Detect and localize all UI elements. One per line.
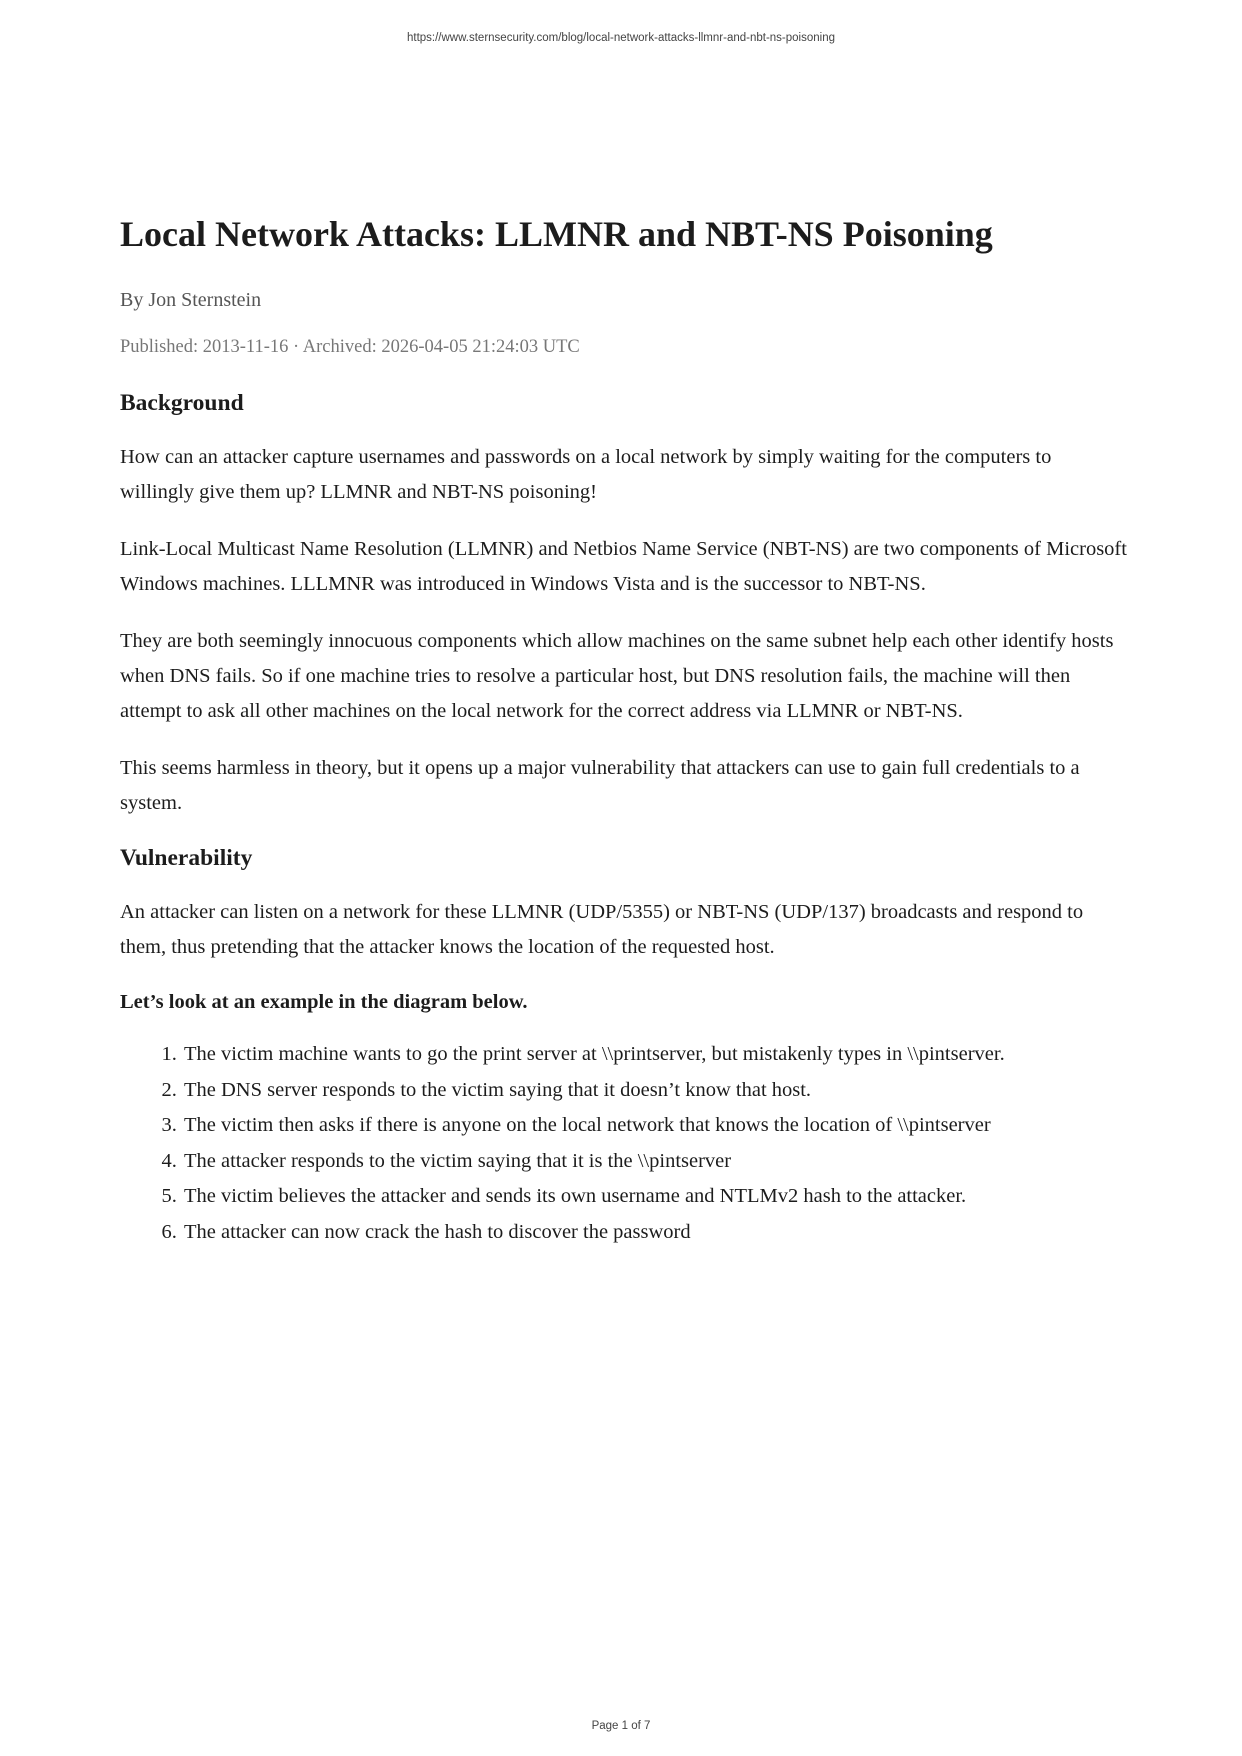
list-item: 2. The DNS server responds to the victim saying that it doesn’t know that host. — [182, 1073, 1130, 1109]
list-item: 1. The victim machine wants to go the print server at \\printserver, but mistakenly types in \\pintserver. — [182, 1037, 1130, 1073]
background-heading: Background — [120, 390, 244, 416]
attack-steps-list — [120, 1037, 1130, 1250]
background-paragraph-4: This seems harmless in theory, but it opens up a major vulnerability that attackers can use to gain full credentials to a system. — [120, 757, 1080, 814]
article-title: Local Network Attacks: LLMNR and NBT-NS Poisoning — [120, 214, 993, 254]
list-item: 4. The attacker responds to the victim saying that it is the \\pintserver — [182, 1144, 1130, 1180]
background-paragraph-3: They are both seemingly innocuous components which allow machines on the same subnet help each other identify hosts when DNS fails. So if one machine tries to resolve a particular host, but DNS resolution fails, the machine will then attempt to ask all other machines on the local network for the correct address via LLMNR or NBT-NS. — [120, 630, 1114, 722]
example-lead: Let’s look at an example in the diagram below. — [120, 991, 528, 1013]
page-url: https://www.sternsecurity.com/blog/local-network-attacks-llmnr-and-nbt-ns-poisoning — [406, 32, 835, 44]
vulnerability-paragraph: An attacker can listen on a network for these LLMNR (UDP/5355) or NBT-NS (UDP/137) broadcasts and respond to them, thus pretending that the attacker knows the location of the requested host. — [120, 901, 1084, 958]
background-section — [120, 388, 1130, 821]
background-paragraph-1: How can an attacker capture usernames and passwords on a local network by simply waiting for the computers to willingly give them up? LLMNR and NBT-NS poisoning! — [120, 446, 1052, 503]
vulnerability-heading: Vulnerability — [120, 845, 253, 871]
vulnerability-section — [120, 843, 1130, 1250]
list-item: 6. The attacker can now crack the hash to discover the password — [182, 1215, 1130, 1251]
article — [120, 212, 1130, 1250]
page-number: Page 1 of 7 — [591, 1720, 651, 1732]
list-item: 5. The victim believes the attacker and sends its own username and NTLMv2 hash to the attacker. — [182, 1179, 1130, 1215]
publish-meta: Published: 2013-11-16 · Archived: 2026-04-05 21:24:03 UTC — [120, 337, 580, 357]
list-item: 3. The victim then asks if there is anyone on the local network that knows the location of \\pintserver — [182, 1108, 1130, 1144]
author-byline: By Jon Sternstein — [120, 289, 262, 311]
background-paragraph-2: Link-Local Multicast Name Resolution (LLMNR) and Netbios Name Service (NBT-NS) are two components of Microsoft Windows machines. LLLMNR was introduced in Windows Vista and is the successor to NBT-NS. — [120, 538, 1127, 595]
